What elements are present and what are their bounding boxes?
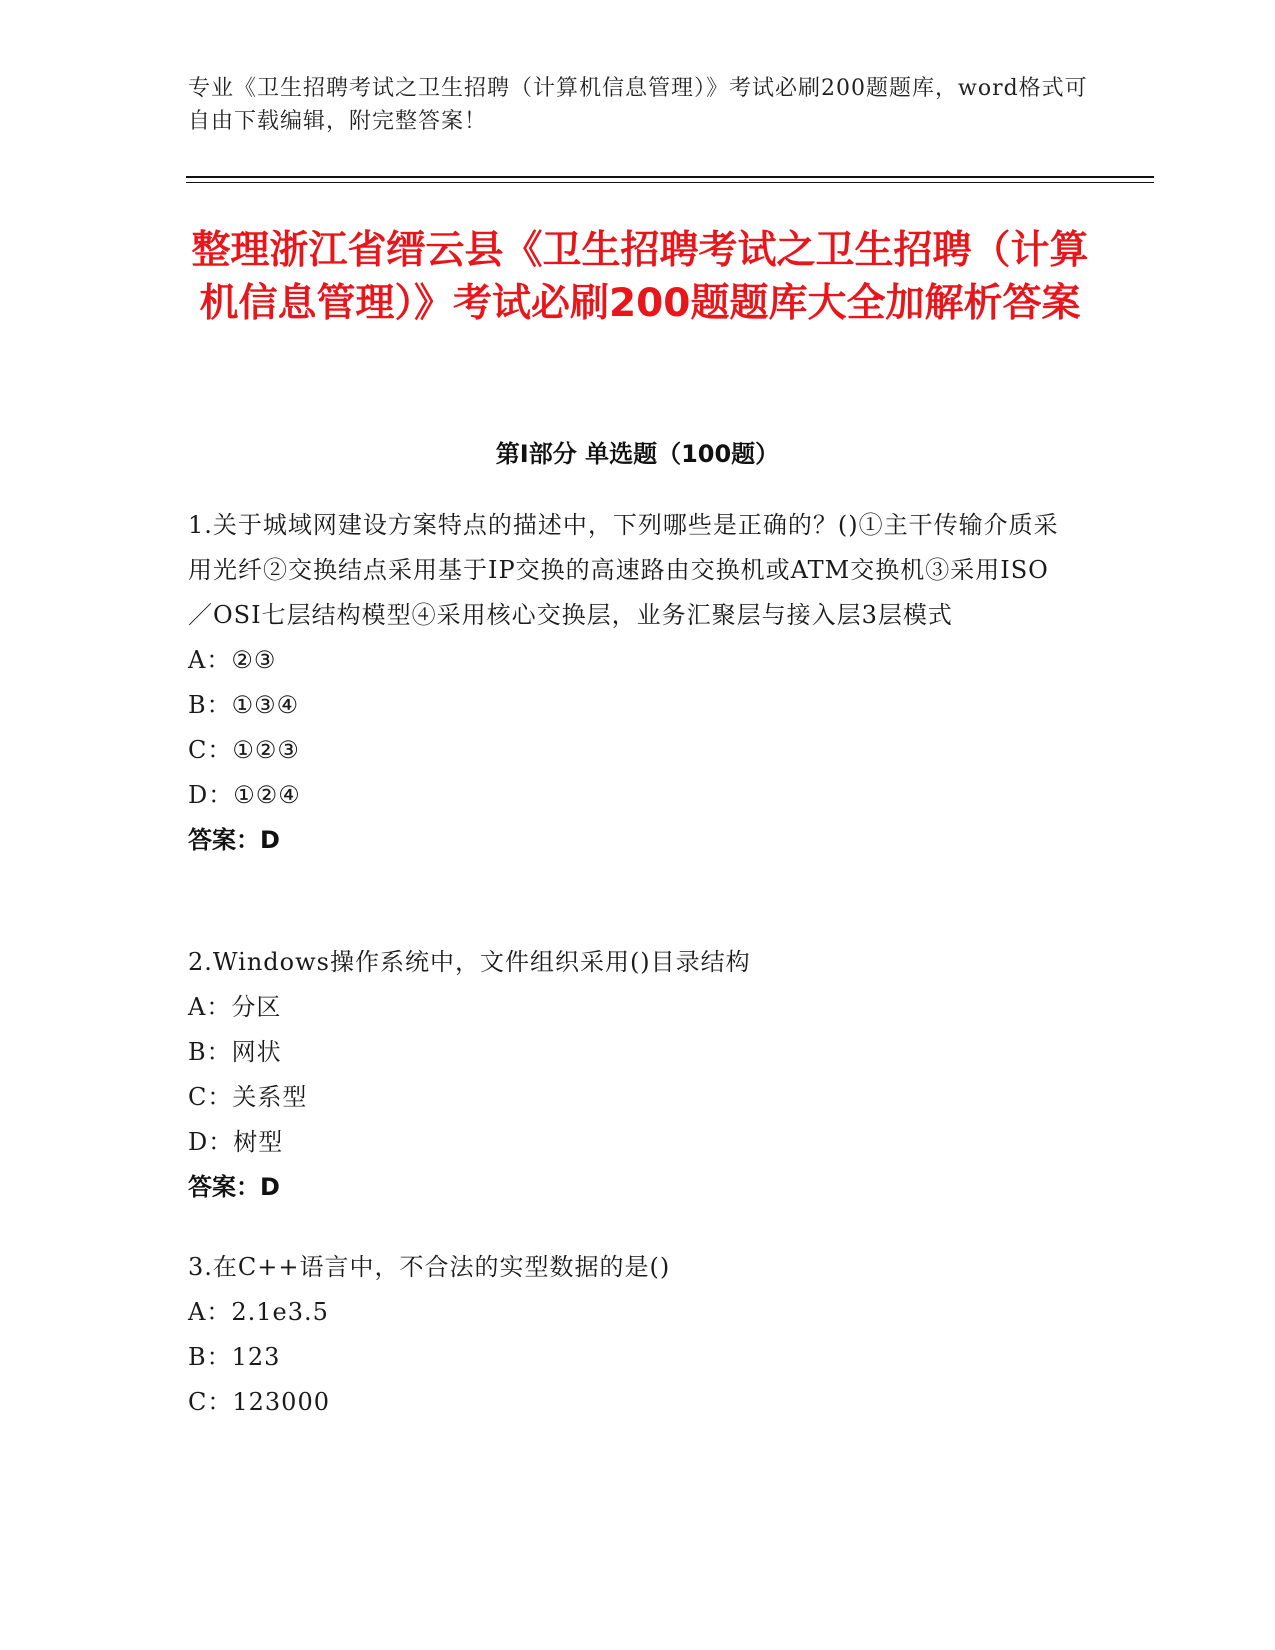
option-text: 分区: [231, 993, 282, 1021]
option-key: B：: [188, 691, 232, 719]
question-2-option-b: [188, 1030, 1068, 1075]
question-3-option-c: [188, 1380, 1068, 1425]
header-note: 专业《卫生招聘考试之卫生招聘（计算机信息管理）》考试必刷200题题库，word格式可自由下载编辑，附完整答案！: [188, 76, 1088, 134]
question-1-stem: 1.关于城域网建设方案特点的描述中，下列哪些是正确的？()①主干传输介质采用光纤②交换结点采用基于IP交换的高速路由交换机或ATM交换机③采用ISO／OSI七层结构模型④采用核心交换层，业务汇聚层与接入层3层模式: [188, 511, 1059, 629]
option-key: B：: [188, 1038, 232, 1066]
question-1-option-d: [188, 773, 1068, 818]
question-1-answer: 答案：D: [188, 826, 280, 854]
option-key: C：: [188, 736, 233, 764]
option-key: B：: [188, 1343, 232, 1371]
question-3-stem: 3.在C++语言中，不合法的实型数据的是(): [188, 1253, 671, 1281]
option-text: 123000: [232, 1388, 330, 1416]
header-divider-thin: [186, 182, 1154, 183]
question-1-option-c: [188, 728, 1068, 773]
option-text: ①③④: [231, 691, 300, 719]
option-key: A：: [188, 993, 232, 1021]
question-2: [188, 940, 1068, 1210]
question-2-option-d: [188, 1120, 1068, 1165]
section-heading: 第Ⅰ部分 单选题（100题）: [495, 440, 780, 468]
option-key: D：: [188, 781, 234, 809]
question-3-option-a: [188, 1290, 1068, 1335]
question-2-answer: 答案：D: [188, 1173, 280, 1201]
option-text: 网状: [231, 1038, 282, 1066]
question-1-option-b: [188, 683, 1068, 728]
option-key: C：: [188, 1083, 233, 1111]
question-3-option-b: [188, 1335, 1068, 1380]
option-text: 树型: [233, 1128, 284, 1156]
header-divider-thick: [186, 176, 1154, 178]
question-2-option-a: [188, 985, 1068, 1030]
option-key: A：: [188, 646, 232, 674]
question-1-option-a: [188, 638, 1068, 683]
option-text: 关系型: [232, 1083, 308, 1111]
document-title: 整理浙江省缙云县《卫生招聘考试之卫生招聘（计算机信息管理）》考试必刷200题题库大全加解析答案: [191, 228, 1089, 326]
question-1: [188, 503, 1068, 863]
option-text: 2.1e3.5: [231, 1298, 329, 1326]
option-text: ①②③: [232, 736, 300, 764]
question-3: [188, 1245, 1068, 1425]
question-2-option-c: [188, 1075, 1068, 1120]
option-text: ①②④: [233, 781, 301, 809]
option-key: D：: [188, 1128, 234, 1156]
option-key: A：: [188, 1298, 232, 1326]
option-text: 123: [231, 1343, 281, 1371]
option-text: ②③: [231, 646, 277, 674]
question-2-stem: 2.Windows操作系统中，文件组织采用()目录结构: [188, 948, 751, 976]
option-key: C：: [188, 1388, 233, 1416]
